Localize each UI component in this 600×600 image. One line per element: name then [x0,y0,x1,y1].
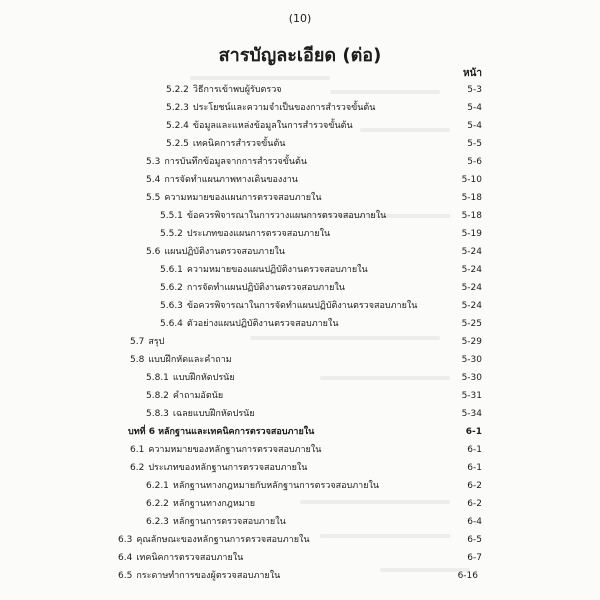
toc-entry [146,192,322,204]
toc-entry [160,300,417,312]
toc-entry [130,462,307,474]
toc-entry-page: 5-3 [467,85,482,95]
toc-entry-title: การบันทึกข้อมูลจากการสำรวจขั้นต้น [164,157,308,167]
toc-entry [160,264,368,276]
toc-entry [146,246,285,258]
bleed-through-mark [300,500,450,504]
toc-entry-title: ข้อควรพิจารณาในการวางแผนการตรวจสอบภายใน [186,211,387,221]
toc-entry-title: ข้อควรพิจารณาในการจัดทำแผนปฏิบัติงานตรวจสอบภายใน [186,301,418,311]
toc-entry [146,516,286,528]
toc-entry-number: 5.8.3 [146,409,169,419]
toc-entry-number: 6.1 [130,445,145,455]
toc-entry [160,210,386,222]
toc-chapter-heading [128,426,314,438]
toc-entry-number: 6.5 [118,571,133,581]
toc-entry-page: 5-30 [461,355,482,365]
toc-entry-page: 5-10 [461,175,482,185]
toc-entry [166,102,375,114]
toc-entry-page: 6-1 [467,445,482,455]
bleed-through-mark [320,534,450,538]
toc-entry-page: 5-34 [461,409,482,419]
toc-entry-page: 5-24 [461,301,482,311]
toc-entry-page: 6-7 [467,553,482,563]
bleed-through-mark [330,90,440,94]
toc-entry-title: ความหมายของหลักฐานการตรวจสอบภายใน [148,445,322,455]
toc-entry [166,120,353,132]
toc-entry [146,498,255,510]
toc-entry-title: เทคนิคการสำรวจขั้นต้น [192,139,286,149]
toc-entry-title: คำถามอัตนัย [172,391,224,401]
toc-entry-title: ข้อมูลและแหล่งข้อมูลในการสำรวจขั้นต้น [192,121,353,131]
toc-entry-number: 5.5 [146,193,161,203]
toc-entry-title: ความหมายของแผนการตรวจสอบภายใน [164,193,322,203]
toc-entry-number: 5.2.2 [166,85,189,95]
toc-entry-number: 5.6 [146,247,161,257]
toc-entry-page: 6-2 [467,481,482,491]
toc-entry [118,534,310,546]
toc-entry-page: 5-30 [461,373,482,383]
toc-entry [146,156,307,168]
bleed-through-mark [190,76,330,80]
toc-entry-title: คุณลักษณะของหลักฐานการตรวจสอบภายใน [136,535,310,545]
toc-entry-page: 5-29 [461,337,482,347]
toc-entry-page: 6-2 [467,499,482,509]
toc-entry-page: 5-6 [467,157,482,167]
toc-entry-number: 5.8.1 [146,373,169,383]
toc-entry-title: การจัดทำแผนปฏิบัติงานตรวจสอบภายใน [186,283,345,293]
toc-entry [166,138,285,150]
toc-chapter-title: บทที่ 6 หลักฐานและเทคนิคการตรวจสอบภายใน [128,427,315,437]
toc-entry-number: 5.2.4 [166,121,189,131]
bleed-through-mark [320,376,450,380]
bleed-through-mark [250,336,440,340]
toc-entry-number: 5.6.2 [160,283,183,293]
toc-entry-title: แบบฝึกหัดปรนัย [172,373,235,383]
toc-entry-page: 5-24 [461,265,482,275]
toc-entry-title: หลักฐานทางกฎหมายกับหลักฐานการตรวจสอบภายใน [172,481,380,491]
toc-entry-number: 5.5.1 [160,211,183,221]
toc-entry-number: 5.3 [146,157,161,167]
toc-entry-page: 6-16 [457,571,478,581]
toc-entry [130,354,232,366]
toc-entry-title: ตัวอย่างแผนปฏิบัติงานตรวจสอบภายใน [186,319,339,329]
toc-entry-page: 5-5 [467,139,482,149]
toc-entry-number: 5.7 [130,337,145,347]
toc-entry-title: เทคนิคการตรวจสอบภายใน [136,553,244,563]
toc-entry-page: 5-19 [461,229,482,239]
toc-entry-title: ประเภทของหลักฐานการตรวจสอบภายใน [148,463,308,473]
toc-entry-title: ประโยชน์และความจำเป็นของการสำรวจขั้นต้น [192,103,376,113]
toc-entry-title: สรุป [148,337,165,347]
toc-entry-page: 6-1 [467,463,482,473]
toc-entry [146,372,235,384]
page-column-header: หน้า [462,68,482,79]
toc-entry-page: 5-24 [461,247,482,257]
toc-entry-number: 5.6.1 [160,265,183,275]
toc-entry-number: 5.5.2 [160,229,183,239]
page-number: (10) [288,12,312,25]
toc-entry-title: ความหมายของแผนปฏิบัติงานตรวจสอบภายใน [186,265,368,275]
toc-entry-number: 6.2 [130,463,145,473]
toc-entry-title: ประเภทของแผนการตรวจสอบภายใน [186,229,331,239]
page-title: สารบัญละเอียด (ต่อ) [218,45,382,66]
toc-entry-number: 5.6.4 [160,319,183,329]
toc-entry-title: เฉลยแบบฝึกหัดปรนัย [172,409,255,419]
toc-entry-title: แบบฝึกหัดและคำถาม [148,355,232,365]
toc-entry [160,228,330,240]
toc-entry-number: 6.3 [118,535,133,545]
toc-entry-page: 5-25 [461,319,482,329]
toc-entry-page: 5-4 [467,103,482,113]
toc-entry-number: 5.4 [146,175,161,185]
toc-entry [146,174,298,186]
toc-entry-number: 6.4 [118,553,133,563]
toc-entry [118,552,243,564]
toc-entry-page: 5-18 [461,193,482,203]
toc-entry [160,282,345,294]
toc-entry [146,408,255,420]
toc-entry [118,570,280,582]
toc-entry-page: 5-18 [461,211,482,221]
toc-entry [166,84,282,96]
bleed-through-mark [360,128,450,132]
toc-entry-number: 5.2.5 [166,139,189,149]
toc-entry-title: วิธีการเข้าพบผู้รับตรวจ [192,85,282,95]
toc-entry-number: 6.2.2 [146,499,169,509]
toc-entry-number: 6.2.3 [146,517,169,527]
toc-entry [130,444,321,456]
toc-entry [146,390,223,402]
toc-entry-page: 5-24 [461,283,482,293]
toc-entry-page: 6-5 [467,535,482,545]
toc-entry-title: หลักฐานทางกฎหมาย [172,499,256,509]
toc-entry-title: การจัดทำแผนภาพทางเดินของงาน [164,175,298,185]
toc-entry [160,318,339,330]
toc-entry-title: หลักฐานการตรวจสอบภายใน [172,517,286,527]
toc-entry [146,480,379,492]
toc-entry-page: 5-4 [467,121,482,131]
toc-entry-number: 6.2.1 [146,481,169,491]
toc-entry-page: 5-31 [461,391,482,401]
toc-entry-number: 5.2.3 [166,103,189,113]
toc-entry-page: 6-1 [465,427,482,437]
toc-entry [130,336,164,348]
toc-entry-title: กระดาษทำการของผู้ตรวจสอบภายใน [136,571,281,581]
toc-entry-title: แผนปฏิบัติงานตรวจสอบภายใน [164,247,285,257]
toc-entry-page: 6-4 [467,517,482,527]
toc-entry-number: 5.8.2 [146,391,169,401]
toc-entry-number: 5.8 [130,355,145,365]
toc-entry-number: 5.6.3 [160,301,183,311]
